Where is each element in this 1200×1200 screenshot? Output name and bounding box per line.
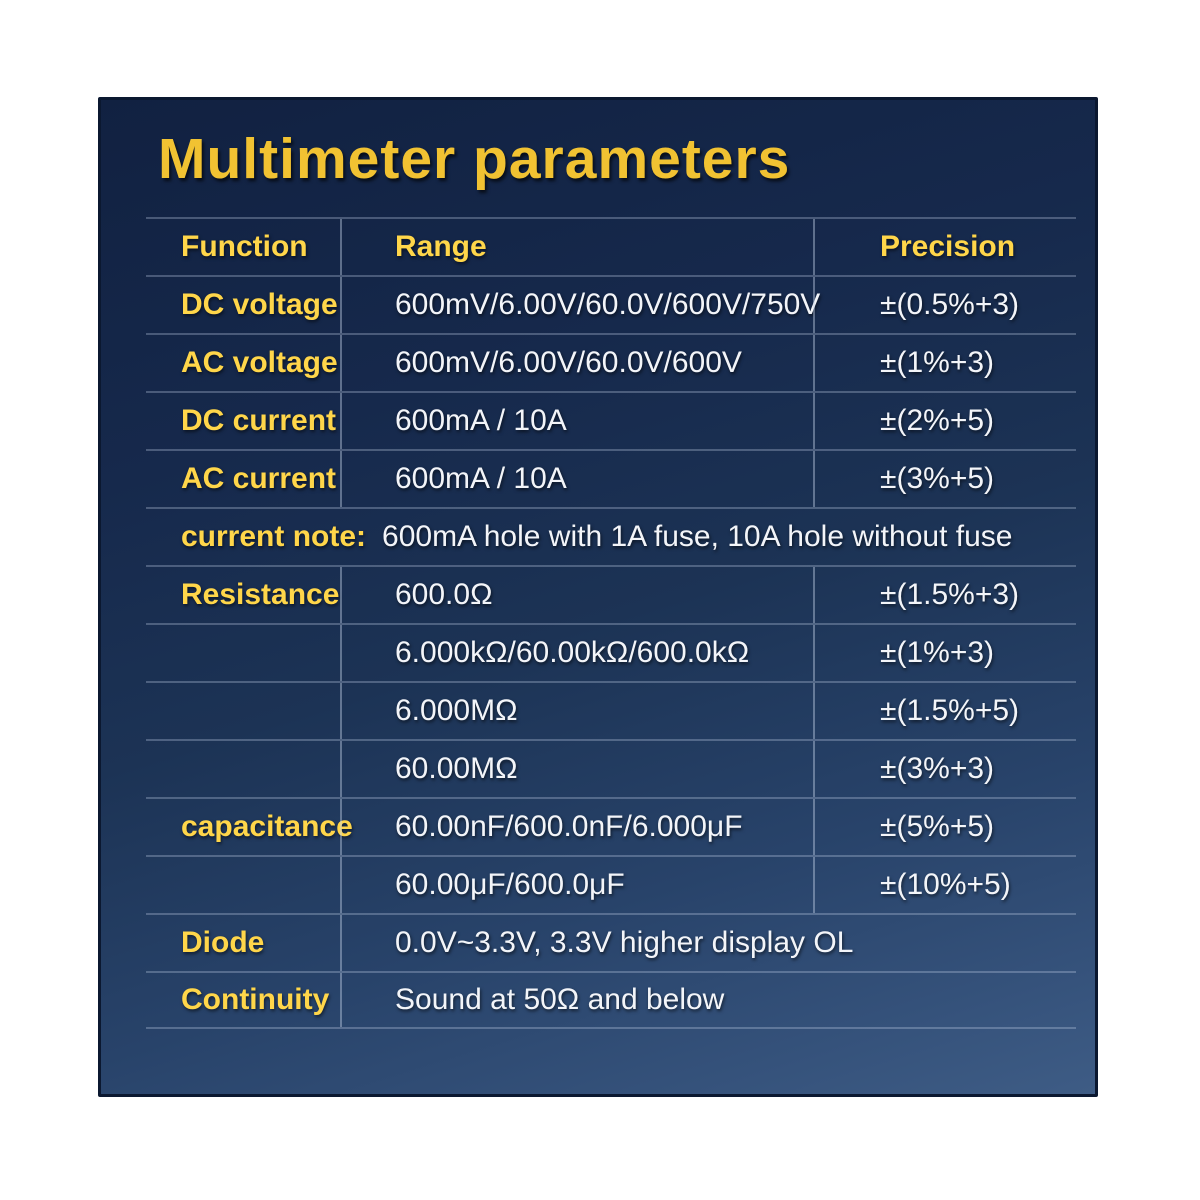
function-cell-text: Diode bbox=[181, 926, 265, 959]
precision-cell-text: ±(1%+3) bbox=[880, 636, 995, 669]
range-cell-text: 600mA / 10A bbox=[395, 404, 567, 437]
spec-card bbox=[98, 97, 1098, 1097]
note-text: 600mA hole with 1A fuse, 10A hole without fuse bbox=[382, 520, 1013, 553]
table-row bbox=[146, 449, 1076, 507]
function-cell bbox=[146, 683, 340, 739]
function-cell bbox=[146, 625, 340, 681]
range-cell-text: Sound at 50Ω and below bbox=[395, 983, 725, 1016]
precision-cell-text: ±(2%+5) bbox=[880, 404, 995, 437]
function-cell bbox=[146, 915, 340, 971]
table-row bbox=[146, 797, 1076, 855]
range-cell bbox=[340, 335, 813, 391]
range-cell bbox=[340, 857, 813, 913]
precision-cell-text: ±(10%+5) bbox=[880, 868, 1011, 901]
table-row bbox=[146, 913, 1076, 971]
table-row bbox=[146, 333, 1076, 391]
range-cell bbox=[340, 451, 813, 507]
function-cell-text: DC current bbox=[181, 404, 337, 437]
header-precision-cell bbox=[813, 219, 1076, 275]
precision-cell-text: ±(1%+3) bbox=[880, 346, 995, 379]
range-cell bbox=[340, 741, 813, 797]
table-row bbox=[146, 739, 1076, 797]
range-cell bbox=[340, 625, 813, 681]
precision-cell bbox=[813, 277, 1076, 333]
function-cell-text: DC voltage bbox=[181, 288, 338, 321]
function-cell bbox=[146, 857, 340, 913]
precision-cell-text: ±(3%+3) bbox=[880, 752, 995, 785]
table-header-row bbox=[146, 217, 1076, 275]
function-cell-text: Continuity bbox=[181, 983, 330, 1016]
precision-cell bbox=[813, 683, 1076, 739]
parameters-table bbox=[146, 217, 1076, 1029]
range-cell bbox=[340, 277, 821, 333]
function-cell bbox=[146, 973, 340, 1027]
table-row bbox=[146, 565, 1076, 623]
header-precision-label: Precision bbox=[880, 230, 1016, 263]
precision-cell bbox=[813, 741, 1076, 797]
range-cell bbox=[340, 973, 1076, 1027]
range-cell-text: 6.000kΩ/60.00kΩ/600.0kΩ bbox=[395, 636, 750, 669]
page-title: Multimeter parameters bbox=[158, 127, 791, 191]
precision-cell-text: ±(5%+5) bbox=[880, 810, 995, 843]
function-cell bbox=[146, 567, 340, 623]
header-function-cell bbox=[146, 219, 340, 275]
function-cell bbox=[146, 335, 340, 391]
function-cell-text: capacitance bbox=[181, 810, 353, 843]
precision-cell bbox=[813, 857, 1076, 913]
precision-cell bbox=[813, 799, 1076, 855]
function-cell bbox=[146, 277, 340, 333]
precision-cell bbox=[813, 335, 1076, 391]
range-cell-text: 60.00nF/600.0nF/6.000μF bbox=[395, 810, 743, 843]
table-row bbox=[146, 623, 1076, 681]
range-cell-text: 60.00MΩ bbox=[395, 752, 518, 785]
table-row bbox=[146, 507, 1076, 565]
table-row bbox=[146, 855, 1076, 913]
header-range-label: Range bbox=[395, 230, 487, 263]
range-cell-text: 600.0Ω bbox=[395, 578, 493, 611]
function-cell bbox=[146, 451, 340, 507]
function-cell-text: AC current bbox=[181, 462, 337, 495]
table-row bbox=[146, 681, 1076, 739]
range-cell-text: 600mV/6.00V/60.0V/600V/750V bbox=[395, 288, 821, 321]
precision-cell bbox=[813, 625, 1076, 681]
precision-cell-text: ±(3%+5) bbox=[880, 462, 995, 495]
range-cell-text: 6.000MΩ bbox=[395, 694, 518, 727]
range-cell-text: 0.0V~3.3V, 3.3V higher display OL bbox=[395, 926, 854, 959]
function-cell-text: AC voltage bbox=[181, 346, 338, 379]
function-cell bbox=[146, 741, 340, 797]
precision-cell-text: ±(1.5%+3) bbox=[880, 578, 1020, 611]
table-row bbox=[146, 971, 1076, 1029]
function-cell bbox=[146, 393, 340, 449]
range-cell-text: 600mV/6.00V/60.0V/600V bbox=[395, 346, 742, 379]
header-range-cell bbox=[340, 219, 813, 275]
precision-cell-text: ±(0.5%+3) bbox=[880, 288, 1020, 321]
note-label: current note: bbox=[181, 520, 367, 553]
function-cell-text: Resistance bbox=[181, 578, 340, 611]
precision-cell bbox=[813, 451, 1076, 507]
table-row bbox=[146, 275, 1076, 333]
range-cell bbox=[340, 393, 813, 449]
header-function-label: Function bbox=[181, 230, 308, 263]
precision-cell bbox=[813, 567, 1076, 623]
range-cell bbox=[340, 799, 813, 855]
table-row bbox=[146, 391, 1076, 449]
function-cell bbox=[146, 799, 353, 855]
range-cell-text: 600mA / 10A bbox=[395, 462, 567, 495]
precision-cell bbox=[813, 393, 1076, 449]
precision-cell-text: ±(1.5%+5) bbox=[880, 694, 1020, 727]
range-cell bbox=[340, 915, 1076, 971]
range-cell bbox=[340, 567, 813, 623]
range-cell bbox=[340, 683, 813, 739]
range-cell-text: 60.00μF/600.0μF bbox=[395, 868, 625, 901]
